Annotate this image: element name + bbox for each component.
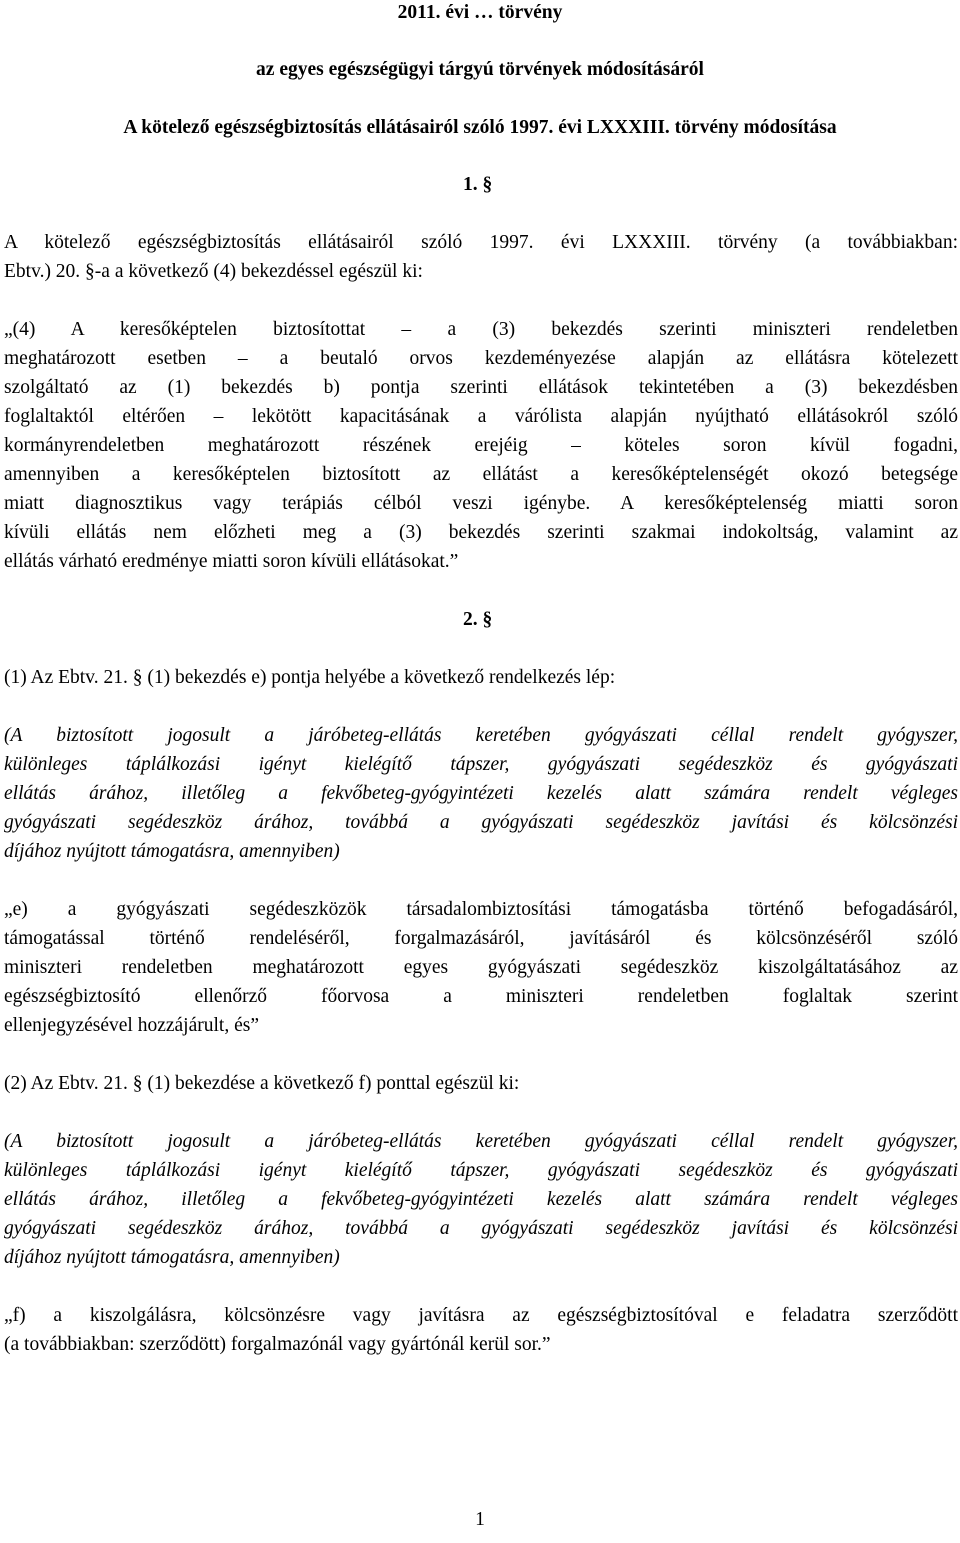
section-1-quote-line: kívüli ellátás nem előzheti meg a (3) bekezdés szerinti szakmai indokoltság, valamint az — [4, 522, 958, 543]
section-2-p2-quote-line: (a továbbiakban: szerződött) forgalmazónál vagy gyártónál kerül sor.” — [4, 1334, 551, 1355]
law-title: 2011. évi … törvény — [397, 2, 563, 23]
section-1-quote-line: szolgáltató az (1) bekezdés b) pontja szerinti ellátások tekintetében a (3) bekezdésben — [4, 377, 958, 398]
section-1-quote-line: ellátás várható eredménye miatti soron kívüli ellátásokat.” — [4, 551, 459, 572]
section-2-p1-italic-line: gyógyászati segédeszköz árához, továbbá a gyógyászati segédeszköz javítási és kölcsönzési — [4, 812, 958, 833]
law-subtitle: az egyes egészségügyi tárgyú törvények módosításáról — [256, 59, 704, 80]
section-1-quote-line: miatt diagnosztikus vagy terápiás célból veszi igénybe. A keresőképtelenség miatti soron — [4, 493, 958, 514]
section-1-intro-line: A kötelező egészségbiztosítás ellátásairól szóló 1997. évi LXXXIII. törvény (a továbbiakban: — [4, 232, 958, 253]
section-2-p1-quote-line: egészségbiztosító ellenőrző főorvosa a miniszteri rendeletben foglaltak szerint — [4, 986, 958, 1007]
section-2-p2-italic-line: gyógyászati segédeszköz árához, továbbá a gyógyászati segédeszköz javítási és kölcsönzési — [4, 1218, 958, 1239]
section-2-p2-italic-line: díjához nyújtott támogatásra, amennyiben) — [4, 1247, 340, 1268]
section-1-quote-line: amennyiben a keresőképtelen biztosított az ellátást a keresőképtelenségét okozó betegsége — [4, 464, 958, 485]
section-1-heading: 1. § — [463, 174, 493, 195]
section-2-p2-quote-line: „f) a kiszolgálásra, kölcsönzésre vagy javításra az egészségbiztosítóval e feladatra szerződött — [4, 1305, 958, 1326]
part-title: A kötelező egészségbiztosítás ellátásairól szóló 1997. évi LXXXIII. törvény módosítása — [123, 117, 837, 138]
section-2-p1-quote-line: „e) a gyógyászati segédeszközök társadalombiztosítási támogatásba történő befogadásáról, — [4, 899, 958, 920]
section-2-p1-quote-line: ellenjegyzésével hozzájárult, és” — [4, 1015, 259, 1036]
section-2-p1-italic-line: (A biztosított jogosult a járóbeteg-ellátás keretében gyógyászati céllal rendelt gyógyszer, — [4, 725, 958, 746]
section-1-intro-line: Ebtv.) 20. §-a a következő (4) bekezdéssel egészül ki: — [4, 261, 423, 282]
section-2-p1-quote-line: támogatással történő rendeléséről, forgalmazásáról, javításáról és kölcsönzéséről szóló — [4, 928, 958, 949]
section-2-paragraph-2-intro: (2) Az Ebtv. 21. § (1) bekezdése a következő f) ponttal egészül ki: — [4, 1073, 520, 1094]
section-1-quote-line: kormányrendeletben meghatározott részének erejéig – köteles soron kívül fogadni, — [4, 435, 958, 456]
section-2-p1-italic-line: díjához nyújtott támogatásra, amennyiben) — [4, 841, 340, 862]
section-2-p1-quote-line: miniszteri rendeletben meghatározott egyes gyógyászati segédeszköz kiszolgáltatásához az — [4, 957, 958, 978]
section-2-heading: 2. § — [463, 609, 493, 630]
section-2-p2-italic-line: különleges táplálkozási igényt kielégítő tápszer, gyógyászati segédeszköz és gyógyászati — [4, 1160, 958, 1181]
section-1-quote-line: meghatározott esetben – a beutaló orvos kezdeményezése alapján az ellátásra kötelezett — [4, 348, 958, 369]
page-number: 1 — [475, 1509, 485, 1530]
section-2-p1-italic-line: ellátás árához, illetőleg a fekvőbeteg-gyógyintézeti kezelés alatt számára rendelt végleges — [4, 783, 958, 804]
section-2-p2-italic-line: ellátás árához, illetőleg a fekvőbeteg-gyógyintézeti kezelés alatt számára rendelt végleges — [4, 1189, 958, 1210]
section-1-quote-line: „(4) A keresőképtelen biztosítottat – a (3) bekezdés szerinti miniszteri rendeletben — [4, 319, 958, 340]
section-2-p2-italic-line: (A biztosított jogosult a járóbeteg-ellátás keretében gyógyászati céllal rendelt gyógyszer, — [4, 1131, 958, 1152]
section-1-quote-line: foglaltaktól eltérően – lekötött kapacitásának a várólista alapján nyújtható ellátásokról szóló — [4, 406, 958, 427]
section-2-paragraph-1-intro: (1) Az Ebtv. 21. § (1) bekezdés e) pontja helyébe a következő rendelkezés lép: — [4, 667, 616, 688]
section-2-p1-italic-line: különleges táplálkozási igényt kielégítő tápszer, gyógyászati segédeszköz és gyógyászati — [4, 754, 958, 775]
